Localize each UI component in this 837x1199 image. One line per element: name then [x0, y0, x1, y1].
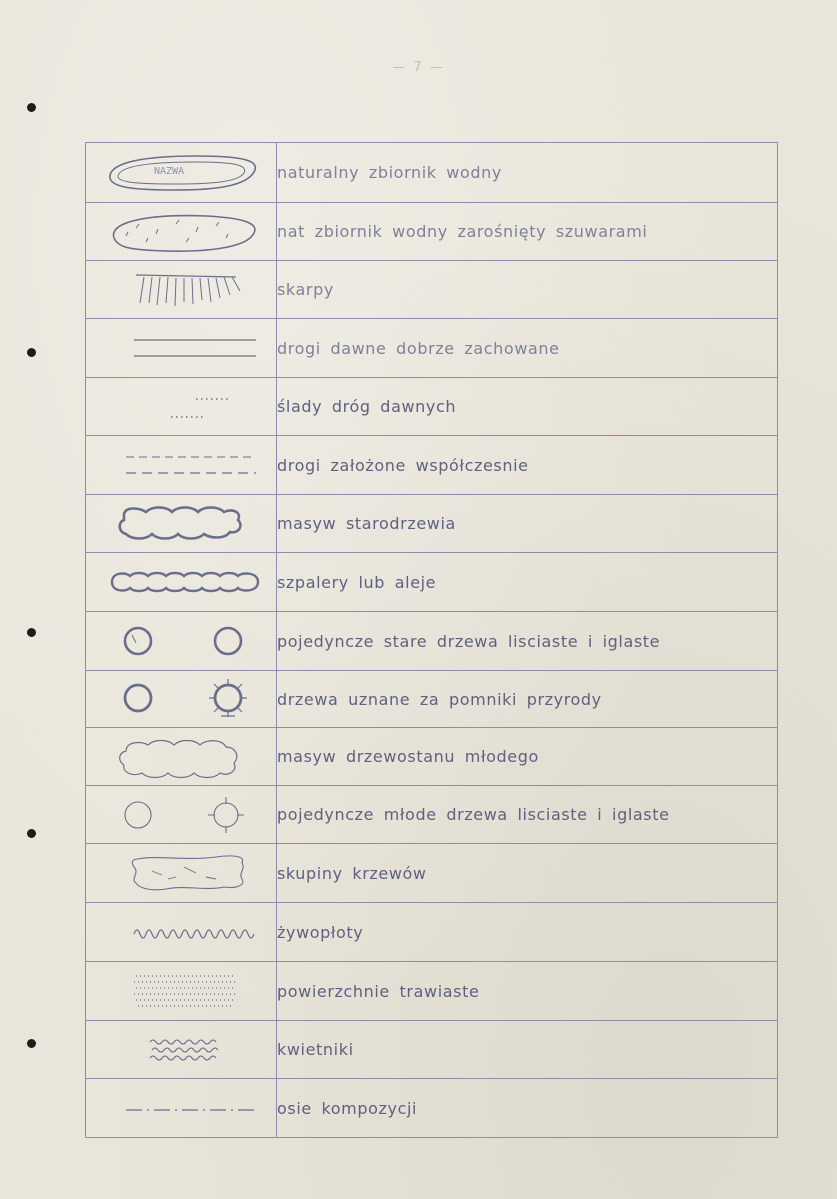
punch-hole [27, 103, 36, 112]
legend-row [86, 261, 778, 319]
legend-row [86, 203, 778, 261]
slope-hatching-icon [96, 267, 266, 313]
punch-hole [27, 1039, 36, 1048]
legend-symbol-cell [86, 962, 277, 1021]
reedy-pond-icon [96, 208, 266, 256]
shrub-group-icon [96, 849, 266, 897]
legend-label: osie kompozycji [277, 1079, 778, 1138]
tree-row-icon [96, 562, 266, 602]
young-trees-icon [96, 793, 266, 837]
legend-label: szpalery lub aleje [277, 553, 778, 612]
old-trees-icon [96, 619, 266, 663]
legend-label: skupiny krzewów [277, 844, 778, 903]
legend-symbol-cell [86, 671, 277, 728]
punch-hole [27, 348, 36, 357]
legend-row [86, 844, 778, 903]
legend-row [86, 319, 778, 378]
legend-label: masyw drzewostanu młodego [277, 728, 778, 786]
grass-stipple-icon [96, 968, 266, 1014]
young-stand-icon [96, 733, 266, 781]
double-line-icon [96, 328, 266, 368]
punch-hole [27, 628, 36, 637]
legend-row [86, 786, 778, 844]
legend-label: skarpy [277, 261, 778, 319]
hedge-icon [96, 912, 266, 952]
legend-symbol-cell [86, 844, 277, 903]
punch-hole [27, 829, 36, 838]
legend-symbol-cell [86, 612, 277, 671]
legend-row [86, 553, 778, 612]
natural-pond-icon [96, 148, 266, 198]
legend-row [86, 612, 778, 671]
legend-symbol-cell [86, 436, 277, 495]
legend-symbol-cell [86, 903, 277, 962]
dashed-line-icon [96, 445, 266, 485]
legend-row [86, 671, 778, 728]
legend-symbol-cell [86, 203, 277, 261]
flowerbed-icon [96, 1030, 266, 1070]
legend-row [86, 1021, 778, 1079]
legend-label: drogi dawne dobrze zachowane [277, 319, 778, 378]
legend-symbol-cell [86, 553, 277, 612]
legend-row [86, 495, 778, 553]
legend-row [86, 962, 778, 1021]
legend-table [85, 142, 778, 1138]
legend-symbol-cell [86, 319, 277, 378]
legend-row [86, 1079, 778, 1138]
legend-symbol-cell [86, 1079, 277, 1138]
legend-label: pojedyncze stare drzewa lisciaste i iglaste [277, 612, 778, 671]
legend-label: powierzchnie trawiaste [277, 962, 778, 1021]
legend-row [86, 378, 778, 436]
legend-row [86, 728, 778, 786]
legend-symbol-cell [86, 1021, 277, 1079]
legend-label: masyw starodrzewia [277, 495, 778, 553]
legend-row [86, 143, 778, 203]
legend-row [86, 903, 778, 962]
legend-symbol-cell [86, 728, 277, 786]
legend-label: żywopłoty [277, 903, 778, 962]
legend-label: drogi założone współczesnie [277, 436, 778, 495]
legend-symbol-cell [86, 495, 277, 553]
monument-trees-icon [96, 676, 266, 722]
legend-symbol-cell [86, 143, 277, 203]
legend-label: naturalny zbiornik wodny [277, 143, 778, 203]
legend-symbol-cell [86, 261, 277, 319]
dash-dot-axis-icon [96, 1088, 266, 1128]
dotted-line-icon [96, 387, 266, 427]
legend-label: drzewa uznane za pomniki przyrody [277, 671, 778, 728]
page-number: — 7 — [392, 60, 445, 75]
legend-label: pojedyncze młode drzewa lisciaste i iglaste [277, 786, 778, 844]
legend-label: ślady dróg dawnych [277, 378, 778, 436]
old-tree-mass-icon [96, 500, 266, 548]
pond-name-label: NAZWA [154, 165, 185, 177]
legend-symbol-cell [86, 378, 277, 436]
legend-label: nat zbiornik wodny zarośnięty szuwarami [277, 203, 778, 261]
legend-label: kwietniki [277, 1021, 778, 1079]
legend-symbol-cell [86, 786, 277, 844]
legend-row [86, 436, 778, 495]
